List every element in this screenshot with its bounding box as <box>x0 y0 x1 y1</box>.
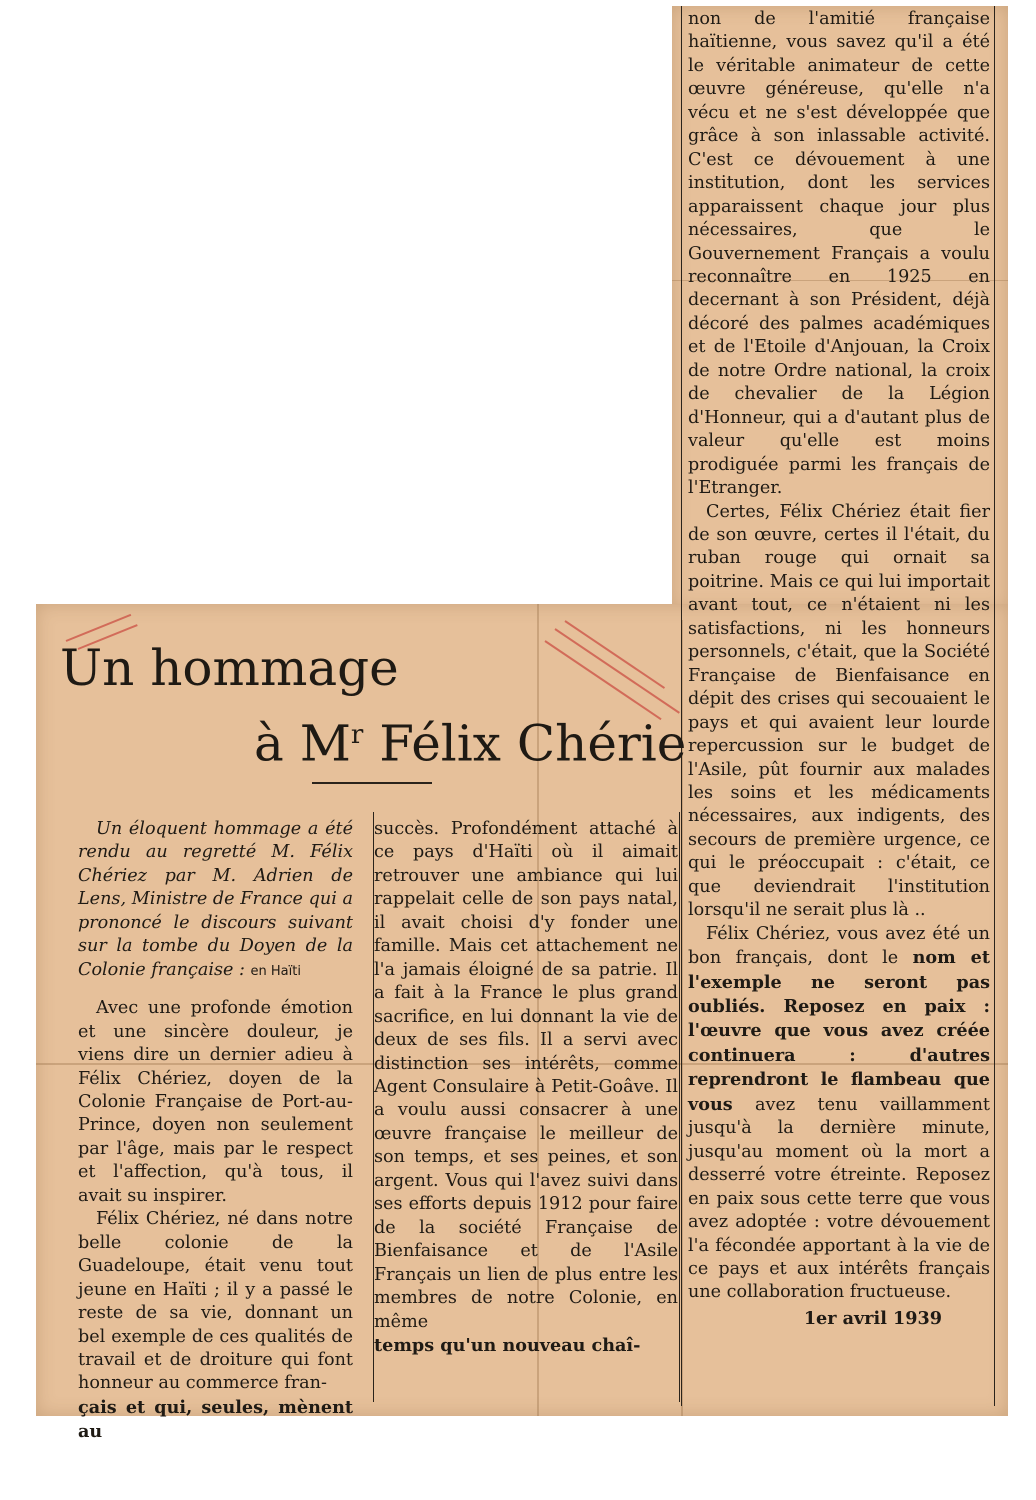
article-intro: Un éloquent hommage a été rendu au regretté M. Félix Chériez par M. Adrien de Lens, Ministre de France qui a prononcé le discours suivant sur la tombe du Doyen de la Colonie française : en Haïti <box>78 819 353 980</box>
paragraph: Félix Chériez, vous avez été un bon français, dont le nom et l'exemple ne seront pas oubliés. Reposez en paix : l'œuvre que vous avez créée continuera : d'autres reprendront le flambeau que vous avez tenu vaillamment jusqu'à la dernière minute, jusqu'au moment où la mort a desserré votre étreinte. Reposez en paix sous cette terre que vous avez adoptée : votre dévouement l'a fécondée apportant à la vie de ce pays et aux intérêts français une collaboration fructueuse. <box>688 923 990 1303</box>
column-rule <box>994 6 995 1406</box>
paragraph: Félix Chériez, né dans notre belle colonie de la Guadeloupe, était venu tout jeune en Haïti ; il y a passé le reste de sa vie, donnant un bel exemple de ces qualités de travail et de droiture qui font honneur au commerce fran- çais et qui, seules, mènent au <box>78 1209 353 1443</box>
article-column-2 <box>374 818 678 1358</box>
article-column-1 <box>78 818 353 1445</box>
article-column-3 <box>688 8 990 1330</box>
paragraph: succès. Profondément attaché à ce pays d'Haïti où il aimait retrouver une ambiance qui lui rappelait celle de son pays natal, il avait choisi d'y fonder une famille. Mais cet attachement ne l'a jamais éloigné de sa patrie. Il a fait à la France le plus grand sacrifice, en lui donnant la vie de deux de ses fils. Il a servi avec distinction ses intérêts, comme Agent Consulaire à Petit-Goâve. Il a voulu aussi consacrer à une œuvre française le meilleur de son temps, et ses peines, et son argent. Vous qui l'avez suivi dans ses efforts depuis 1912 pour faire de la société Française de Bienfaisance et de l'Asile Français un lien de plus entre les membres de notre Colonie, en même temps qu'un nouveau chaî- <box>374 819 678 1356</box>
headline-line-1: Un hommage <box>60 639 399 697</box>
paragraph: Certes, Félix Chériez était fier de son œuvre, certes il l'était, du ruban rouge qui ornait sa poitrine. Mais ce qui lui importait avant tout, ce n'étaient ni les satisfactions, ni les honneurs personnels, c'était, que la Société Française de Bienfaisance en dépit des crises qui secouaient le pays et qui avaient leur lourde repercussion sur le budget de l'Asile, pût fournir aux malades les soins et les médicaments nécessaires, aux indigents, des secours de première urgence, ce qui le préoccupait : c'était, ce que deviendrait l'institution lorsqu'il ne serait plus là .. <box>688 501 990 921</box>
paragraph: non de l'amitié française haïtienne, vous savez qu'il a été le véritable animateur de cette œuvre généreuse, qu'elle n'a vécu et ne s'est développée que grâce à son inlassable activité. C'est ce dévouement à une institution, dont les services apparaissent chaque jour plus nécessaires, que le Gouvernement Français a voulu reconnaître en 1925 en decernant à son Président, déjà décoré des palmes académiques et de l'Etoile d'Anjouan, la Croix de notre Ordre national, la croix de chevalier de la Légion d'Honneur, qui a d'autant plus de valeur qu'elle est moins prodiguée parmi les français de l'Etranger. <box>688 9 990 499</box>
paragraph: Avec une profonde émotion et une sincère douleur, je viens dire un dernier adieu à Félix Chériez, doyen de la Colonie Française de Port-au-Prince, doyen non seulement par l'âge, mais par le respect et l'affection, qu'à tous, il avait su inspirer. <box>78 998 353 1206</box>
headline-line-2: à $M^r$ Félix Chérie <box>254 714 687 773</box>
article-date: 1er avril 1939 <box>803 1307 942 1329</box>
headline-rule <box>312 782 432 784</box>
column-rule <box>679 812 680 1402</box>
handwritten-note: en Haïti <box>250 963 301 979</box>
